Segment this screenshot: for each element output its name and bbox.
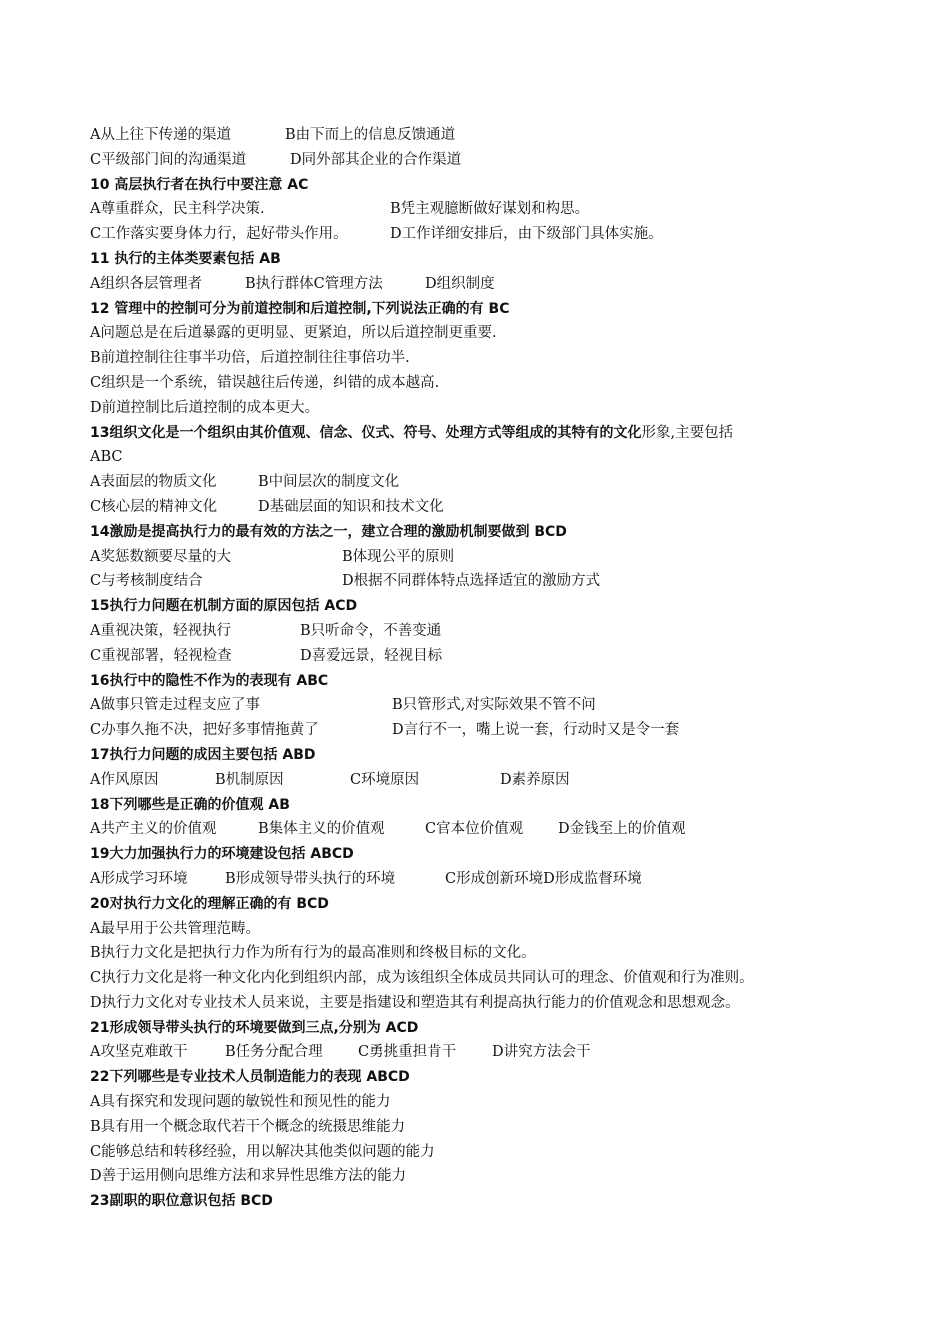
- question-heading: [90, 520, 890, 545]
- option-line: [90, 569, 890, 594]
- option-line: [90, 1164, 890, 1189]
- question-heading: [90, 892, 890, 917]
- option-text: C环境原因: [350, 771, 420, 788]
- question-text: 18下列哪些是正确的价值观 AB: [90, 796, 290, 813]
- option-line: [90, 222, 890, 247]
- question-text: 15执行力问题在机制方面的原因包括 ACD: [90, 598, 358, 615]
- option-line: [90, 545, 890, 570]
- question-heading: [90, 1189, 890, 1214]
- option-text: D讲究方法会干: [492, 1044, 591, 1061]
- option-text: A作风原因: [90, 771, 159, 788]
- question-heading: [90, 173, 890, 198]
- option-text: C平级部门间的沟通渠道: [90, 151, 247, 168]
- option-line: [90, 123, 890, 148]
- question-text: 19大力加强执行力的环境建设包括 ABCD: [90, 846, 354, 863]
- option-line: [90, 148, 890, 173]
- option-line: [90, 321, 890, 346]
- question-text: 11 执行的主体类要素包括 AB: [90, 250, 281, 267]
- option-text: A做事只管走过程支应了事: [90, 697, 260, 714]
- option-text: A尊重群众，民主科学决策.: [90, 201, 265, 218]
- option-text: C能够总结和转移经验，用以解决其他类似问题的能力: [90, 1143, 435, 1160]
- option-text: A形成学习环境: [90, 870, 188, 887]
- question-heading: [90, 421, 890, 446]
- option-text: A具有探究和发现问题的敏锐性和预见性的能力: [90, 1094, 391, 1111]
- option-text: B机制原因: [215, 771, 284, 788]
- option-text: A组织各层管理者: [90, 275, 202, 292]
- question-heading: [90, 247, 890, 272]
- option-line: [90, 445, 890, 470]
- option-text: A表面层的物质文化: [90, 474, 217, 491]
- option-line: [90, 495, 890, 520]
- option-line: [90, 817, 890, 842]
- option-line: [90, 346, 890, 371]
- question-text: 16执行中的隐性不作为的表现有 ABC: [90, 672, 329, 689]
- option-text: A攻坚克难敢干: [90, 1044, 188, 1061]
- option-text: A从上往下传递的渠道: [90, 127, 231, 143]
- option-text: C办事久拖不决，把好多事情拖黄了: [90, 722, 319, 739]
- question-text: 21形成领导带头执行的环境要做到三点,分别为 ACD: [90, 1019, 419, 1036]
- option-text: D工作详细安排后，由下级部门具体实施。: [390, 226, 663, 243]
- option-line: [90, 991, 890, 1016]
- option-line: [90, 197, 890, 222]
- question-heading: [90, 743, 890, 768]
- option-text: B只管形式,对实际效果不管不问: [392, 697, 596, 714]
- option-text: A共产主义的价值观: [90, 821, 217, 838]
- option-text: A奖惩数额要尽量的大: [90, 548, 231, 565]
- option-text: B凭主观臆断做好谋划和构思。: [390, 201, 590, 218]
- option-text: B集体主义的价值观: [258, 821, 385, 838]
- option-line: [90, 867, 890, 892]
- question-heading: [90, 297, 890, 322]
- option-text: A问题总是在后道暴露的更明显、更紧迫，所以后道控制更重要.: [90, 325, 497, 342]
- option-line: [90, 371, 890, 396]
- question-list: [90, 123, 890, 1214]
- option-line: [90, 693, 890, 718]
- question-heading: [90, 842, 890, 867]
- option-text: B中间层次的制度文化: [258, 474, 400, 491]
- option-text: B执行力文化是把执行力作为所有行为的最高准则和终极目标的文化。: [90, 945, 536, 962]
- question-text: 13组织文化是一个组织由其价值观、信念、仪式、符号、处理方式等组成的其特有的文化: [90, 424, 642, 441]
- option-line: [90, 1115, 890, 1140]
- option-text: C组织是一个系统，错误越往后传递，纠错的成本越高.: [90, 374, 440, 391]
- option-text: C重视部署，轻视检查: [90, 647, 232, 664]
- option-line: [90, 768, 890, 793]
- option-text: B由下而上的信息反馈通道: [285, 127, 456, 143]
- question-text: 17执行力问题的成因主要包括 ABD: [90, 746, 316, 763]
- option-text: D执行力文化对专业技术人员来说，主要是指建设和塑造其有利提高执行能力的价值观念和思想观念。: [90, 994, 740, 1011]
- option-text: C与考核制度结合: [90, 573, 203, 590]
- option-text: C工作落实要身体力行，起好带头作用。: [90, 226, 348, 243]
- option-text: D根据不同群体特点选择适宜的激励方式: [342, 573, 601, 590]
- option-line: [90, 917, 890, 942]
- question-text-tail: 形象,主要包括: [641, 424, 734, 441]
- option-text: B形成领导带头执行的环境: [225, 870, 396, 887]
- option-text: D同外部其企业的合作渠道: [290, 151, 462, 168]
- question-text: 12 管理中的控制可分为前道控制和后道控制,下列说法正确的有 BC: [90, 300, 510, 317]
- option-text: D前道控制比后道控制的成本更大。: [90, 399, 320, 416]
- option-line: [90, 941, 890, 966]
- option-text: B只听命令，不善变通: [300, 622, 442, 639]
- option-text: C勇挑重担肯干: [358, 1044, 457, 1061]
- option-text: A重视决策，轻视执行: [90, 622, 231, 639]
- question-text: 23副职的职位意识包括 BCD: [90, 1193, 273, 1210]
- option-text: D善于运用侧向思维方法和求异性思维方法的能力: [90, 1168, 407, 1185]
- option-text: C形成创新环境D形成监督环境: [445, 870, 642, 887]
- question-text: 22下列哪些是专业技术人员制造能力的表现 ABCD: [90, 1069, 410, 1086]
- option-line: [90, 272, 890, 297]
- option-text: C官本位价值观: [425, 821, 524, 838]
- option-text: C执行力文化是将一种文化内化到组织内部，成为该组织全体成员共同认可的理念、价值观和行为准则。: [90, 970, 754, 987]
- option-line: [90, 1040, 890, 1065]
- option-line: [90, 966, 890, 991]
- option-text: D素养原因: [500, 771, 570, 788]
- option-text: D基础层面的知识和技术文化: [258, 498, 444, 515]
- option-text: B前道控制往往事半功倍，后道控制往往事倍功半.: [90, 350, 410, 367]
- question-heading: [90, 669, 890, 694]
- option-text: D喜爱远景，轻视目标: [300, 647, 443, 664]
- question-heading: [90, 1016, 890, 1041]
- option-line: [90, 1140, 890, 1165]
- option-text: A最早用于公共管理范畴。: [90, 920, 260, 937]
- question-heading: [90, 1065, 890, 1090]
- question-text: 10 高层执行者在执行中要注意 AC: [90, 176, 309, 193]
- option-text: D金钱至上的价值观: [558, 821, 686, 838]
- option-line: [90, 470, 890, 495]
- question-text: 20对执行力文化的理解正确的有 BCD: [90, 895, 329, 912]
- option-text: C核心层的精神文化: [90, 498, 218, 515]
- option-text: B具有用一个概念取代若干个概念的统摄思维能力: [90, 1118, 406, 1135]
- question-heading: [90, 793, 890, 818]
- question-heading: [90, 594, 890, 619]
- option-text: ABC: [90, 449, 123, 466]
- option-text: D言行不一，嘴上说一套，行动时又是令一套: [392, 722, 680, 739]
- option-line: [90, 644, 890, 669]
- option-text: B执行群体C管理方法: [245, 275, 383, 292]
- option-line: [90, 1090, 890, 1115]
- option-line: [90, 619, 890, 644]
- option-text: D组织制度: [425, 275, 495, 292]
- option-line: [90, 396, 890, 421]
- option-text: B任务分配合理: [225, 1044, 323, 1061]
- question-text: 14激励是提高执行力的最有效的方法之一，建立合理的激励机制要做到 BCD: [90, 523, 567, 540]
- option-line: [90, 718, 890, 743]
- option-text: B体现公平的原则: [342, 548, 455, 565]
